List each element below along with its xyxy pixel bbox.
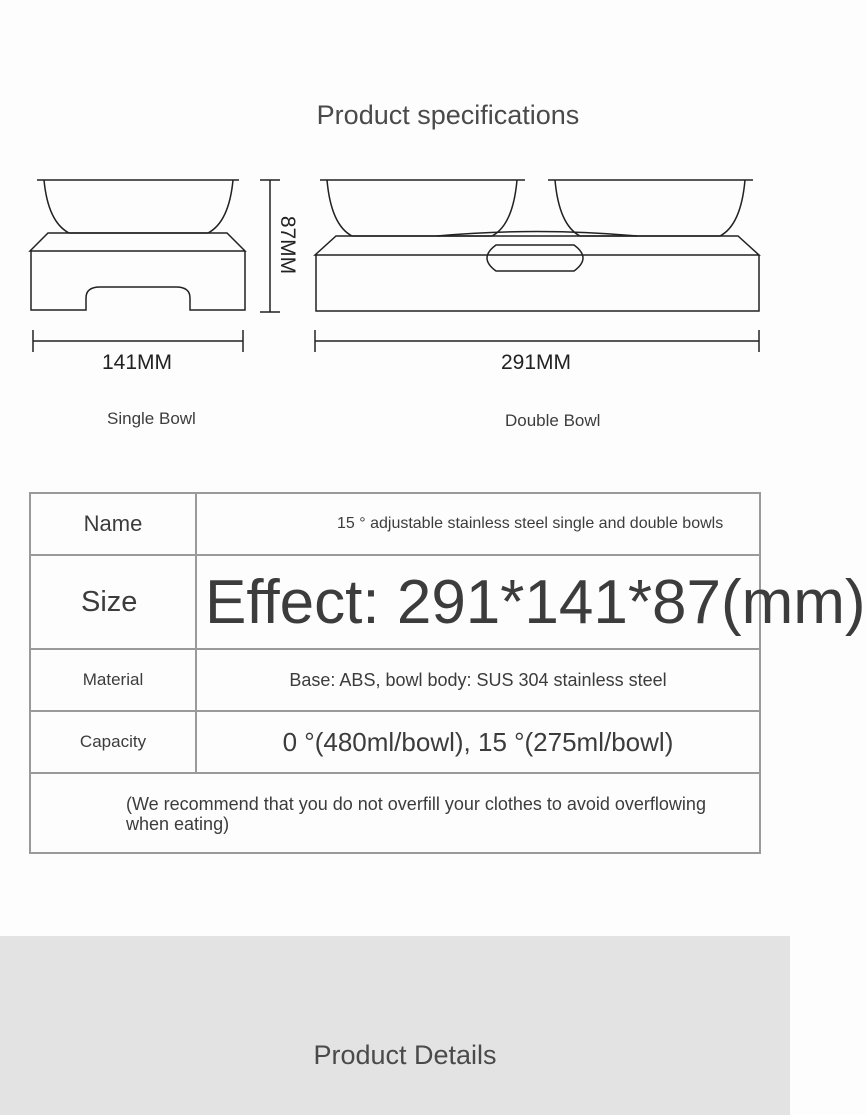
single-width-label: 141MM	[101, 351, 173, 374]
details-title: Product Details	[313, 1040, 497, 1070]
single-base-top	[30, 233, 245, 251]
double-bowl-right	[555, 180, 745, 236]
table-row-capacity	[30, 711, 760, 773]
material-label: Material	[30, 649, 196, 711]
page-title: Product specifications	[316, 100, 580, 130]
table-row-note	[30, 773, 760, 853]
note-text: (We recommend that you do not overfill your clothes to avoid overflowing when eating)	[30, 773, 760, 853]
size-label: Size	[30, 555, 196, 649]
single-bowl	[44, 180, 233, 233]
size-value: Effect: 291*141*87(mm)	[196, 555, 760, 649]
single-base-body	[31, 251, 245, 310]
details-section	[0, 936, 790, 1115]
double-bowl-left	[327, 180, 517, 236]
material-value: Base: ABS, bowl body: SUS 304 stainless steel	[196, 649, 760, 711]
double-bowl-caption: Double Bowl	[505, 411, 601, 430]
table-row-name	[30, 493, 760, 555]
table-row-material	[30, 649, 760, 711]
double-base-handle	[487, 245, 583, 271]
capacity-value: 0 °(480ml/bowl), 15 °(275ml/bowl)	[196, 711, 760, 773]
height-label: 87MM	[276, 215, 299, 275]
name-label: Name	[30, 493, 196, 555]
dimension-diagram	[0, 165, 790, 430]
capacity-label: Capacity	[30, 711, 196, 773]
double-base-body	[316, 255, 759, 311]
spec-table	[29, 492, 866, 854]
double-width-label: 291MM	[500, 351, 572, 374]
name-value: 15 ° adjustable stainless steel single and double bowls	[196, 493, 760, 555]
single-bowl-caption: Single Bowl	[107, 409, 196, 428]
table-row-size	[30, 555, 760, 649]
bowl-diagram-svg	[0, 165, 790, 395]
